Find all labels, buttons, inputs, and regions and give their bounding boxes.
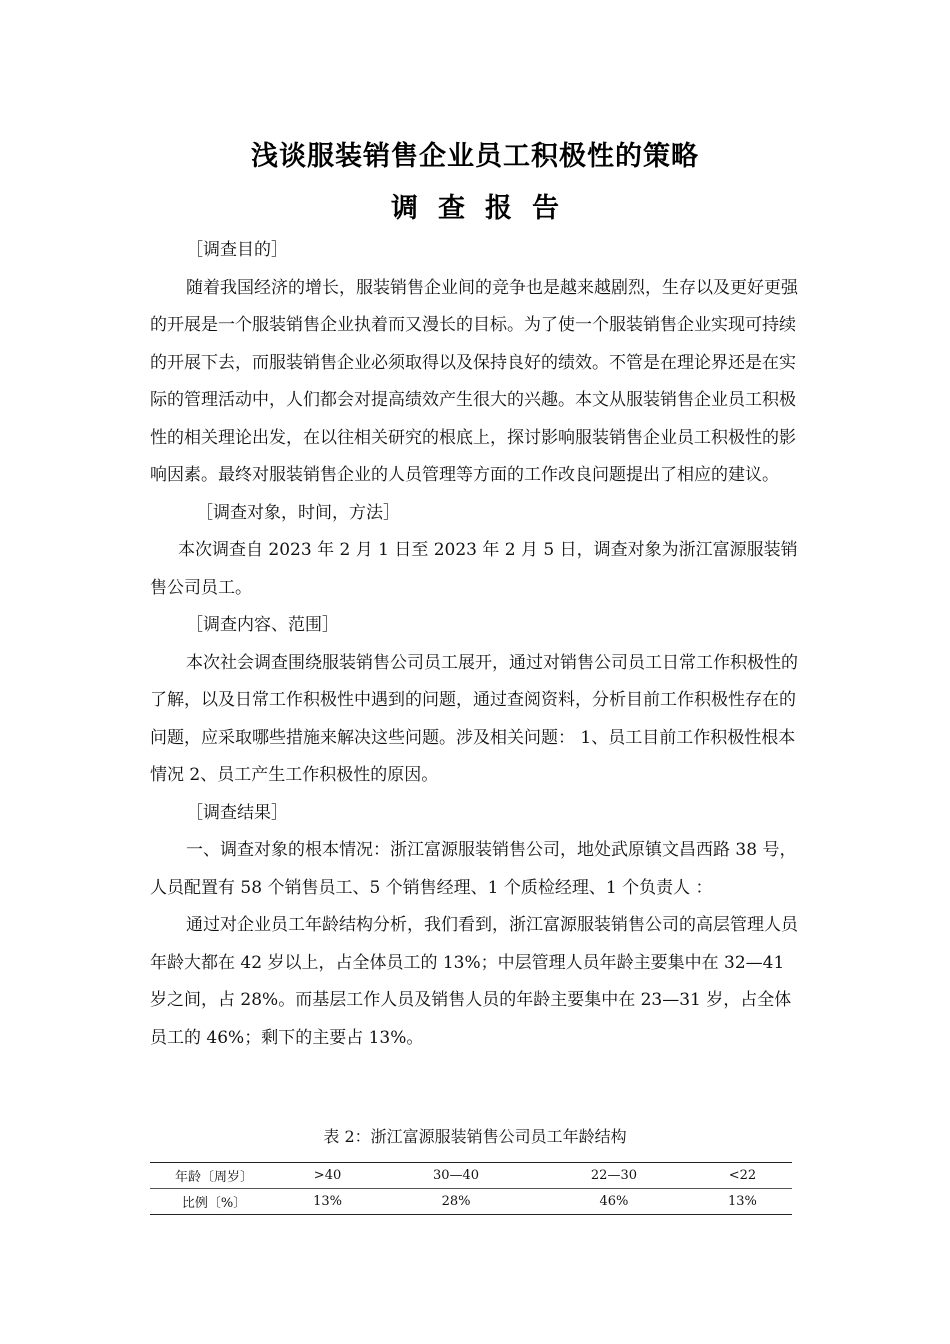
table-cell: <22 [693, 1163, 792, 1189]
paragraph-scope: 本次社会调查围绕服装销售公司员工展开，通过对销售公司员工日常工作积极性的了解，以及日常工作积极性中遇到的问题，通过查阅资料，分析目前工作积极性存在的问题，应采取哪些措施来解决这些问题。涉及相关问题： 1、员工目前工作积极性根本情况 2、员工产生工作积极性的原因。 [150, 652, 798, 785]
table-row [150, 1189, 792, 1215]
section-heading-results: ［调查结果］ [186, 802, 288, 823]
table-cell: 13% [693, 1189, 792, 1215]
paragraph-subject: 本次调查自 2023 年 2 月 1 日至 2023 年 2 月 5 日，调查对象为浙江富源服装销售公司员工。 [150, 540, 798, 598]
table-caption: 表 2：浙江富源服装销售公司员工年龄结构 [323, 1127, 627, 1146]
document-title: 浅谈服装销售企业员工积极性的策略 [251, 141, 699, 172]
paragraph-results-age: 通过对企业员工年龄结构分析，我们看到，浙江富源服装销售公司的高层管理人员年龄大都在 42 岁以上，占全体员工的 13%；中层管理人员年龄主要集中在 32—41 岁之间，占 28%。而基层工作人员及销售人员的年龄主要集中在 23—31 岁，占全体员工的 46%；剩下的主要占 13%。 [150, 915, 798, 1048]
table-cell: 46% [535, 1189, 693, 1215]
section-heading-subject: ［调查对象，时间，方法］ [196, 502, 400, 523]
table-cell: 28% [377, 1189, 535, 1215]
table-cell: 30—40 [377, 1163, 535, 1189]
section-heading-purpose: ［调查目的］ [186, 240, 288, 260]
document-body [150, 232, 800, 1057]
table-cell: >40 [278, 1163, 377, 1189]
table-cell: 比例〔%〕 [150, 1189, 278, 1215]
paragraph-results-basic: 一、调查对象的根本情况：浙江富源服装销售公司，地处武原镇文昌西路 38 号，人员配置有 58 个销售员工、5 个销售经理、1 个质检经理、1 个负责人 ： [150, 840, 797, 898]
table-row [150, 1163, 792, 1189]
table-cell: 13% [278, 1189, 377, 1215]
age-structure-table [150, 1162, 792, 1215]
table-cell: 22—30 [535, 1163, 693, 1189]
table-cell: 年龄〔周岁〕 [150, 1163, 278, 1189]
document-subtitle: 调查报告 [391, 193, 579, 224]
paragraph-purpose: 随着我国经济的增长，服装销售企业间的竞争也是越来越剧烈，生存以及更好更强的开展是一个服装销售企业执着而又漫长的目标。为了使一个服装销售企业实现可持续的开展下去，而服装销售企业必须取得以及保持良好的绩效。不管是在理论界还是在实际的管理活动中，人们都会对提高绩效产生很大的兴趣。本文从服装销售企业员工积极性的相关理论出发，在以往相关研究的根底上，探讨影响服装销售企业员工积极性的影响因素。最终对服装销售企业的人员管理等方面的工作改良问题提出了相应的建议。 [150, 277, 798, 485]
section-heading-scope: ［调查内容、范围］ [186, 615, 339, 635]
